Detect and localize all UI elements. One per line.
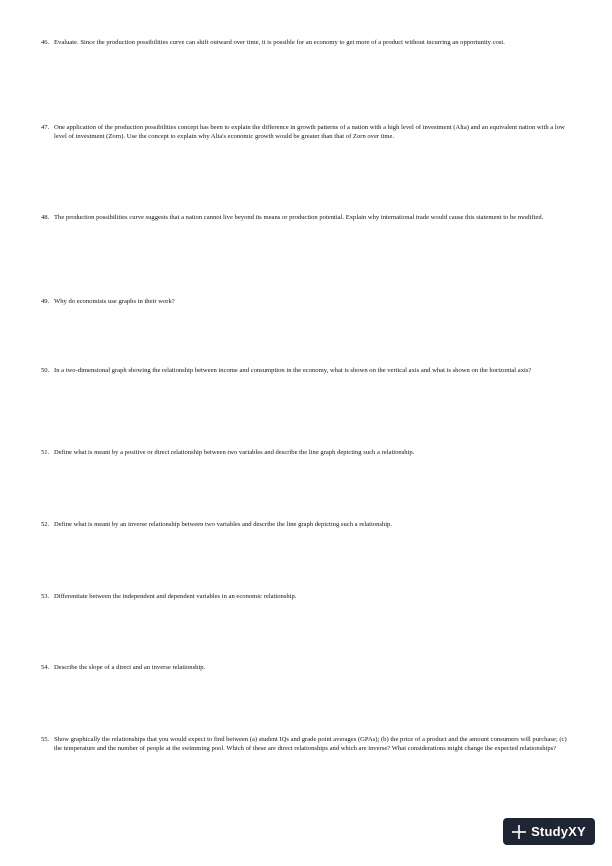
question-text: One application of the production possibilities concept has been to explain the difference in growth patterns of a nation with a high level of investment (Alta) and an equivalent nation with a low level of investment (Zorn). Use the concept to explain why Alta's economic growth would be greater than that of Zorn over time. xyxy=(54,124,565,141)
question-46 xyxy=(41,38,571,47)
question-text: Describe the slope of a direct and an inverse relationship. xyxy=(54,664,206,671)
question-number: 46. xyxy=(41,39,50,46)
question-47 xyxy=(41,123,571,142)
question-51 xyxy=(41,448,571,457)
question-50 xyxy=(41,366,571,375)
question-number: 51. xyxy=(41,449,50,456)
question-number: 47. xyxy=(41,124,50,131)
question-text: In a two-dimensional graph showing the relationship between income and consumption in the economy, what is shown on the vertical axis and what is shown on the horizontal axis? xyxy=(54,367,532,374)
plus-cross-icon xyxy=(512,825,526,839)
question-54 xyxy=(41,663,571,672)
question-text: Why do economists use graphs in their work? xyxy=(54,298,175,305)
question-52 xyxy=(41,520,571,529)
question-text: Differentiate between the independent and dependent variables in an economic relationship. xyxy=(54,593,297,600)
question-number: 55. xyxy=(41,736,50,743)
question-55 xyxy=(41,735,571,754)
question-53 xyxy=(41,592,571,601)
question-text: Evaluate. Since the production possibilities curve can shift outward over time, it is possible for an economy to get more of a product without incurring an opportunity cost. xyxy=(54,39,505,46)
logo-text: StudyXY xyxy=(531,824,586,839)
question-text: The production possibilities curve suggests that a nation cannot live beyond its means or production potential. Explain why international trade would cause this statement to be modified. xyxy=(54,214,544,221)
question-49 xyxy=(41,297,571,306)
question-48 xyxy=(41,213,571,222)
studyxy-logo xyxy=(503,818,595,845)
question-text: Show graphically the relationships that you would expect to find between (a) student IQs and grade point averages (GPAs); (b) the price of a product and the amount consumers will purchase; (c) the temperature and the number of people at the swimming pool. Which of these are direct relationships and which are inverse? What considerations might change the expected relationships? xyxy=(54,736,567,753)
question-number: 53. xyxy=(41,593,50,600)
question-number: 49. xyxy=(41,298,50,305)
question-text: Define what is meant by an inverse relationship between two variables and describe the line graph depicting such a relationship. xyxy=(54,521,393,528)
question-number: 48. xyxy=(41,214,50,221)
question-number: 50. xyxy=(41,367,50,374)
question-number: 52. xyxy=(41,521,50,528)
question-number: 54. xyxy=(41,664,50,671)
question-text: Define what is meant by a positive or direct relationship between two variables and describe the line graph depicting such a relationship. xyxy=(54,449,415,456)
